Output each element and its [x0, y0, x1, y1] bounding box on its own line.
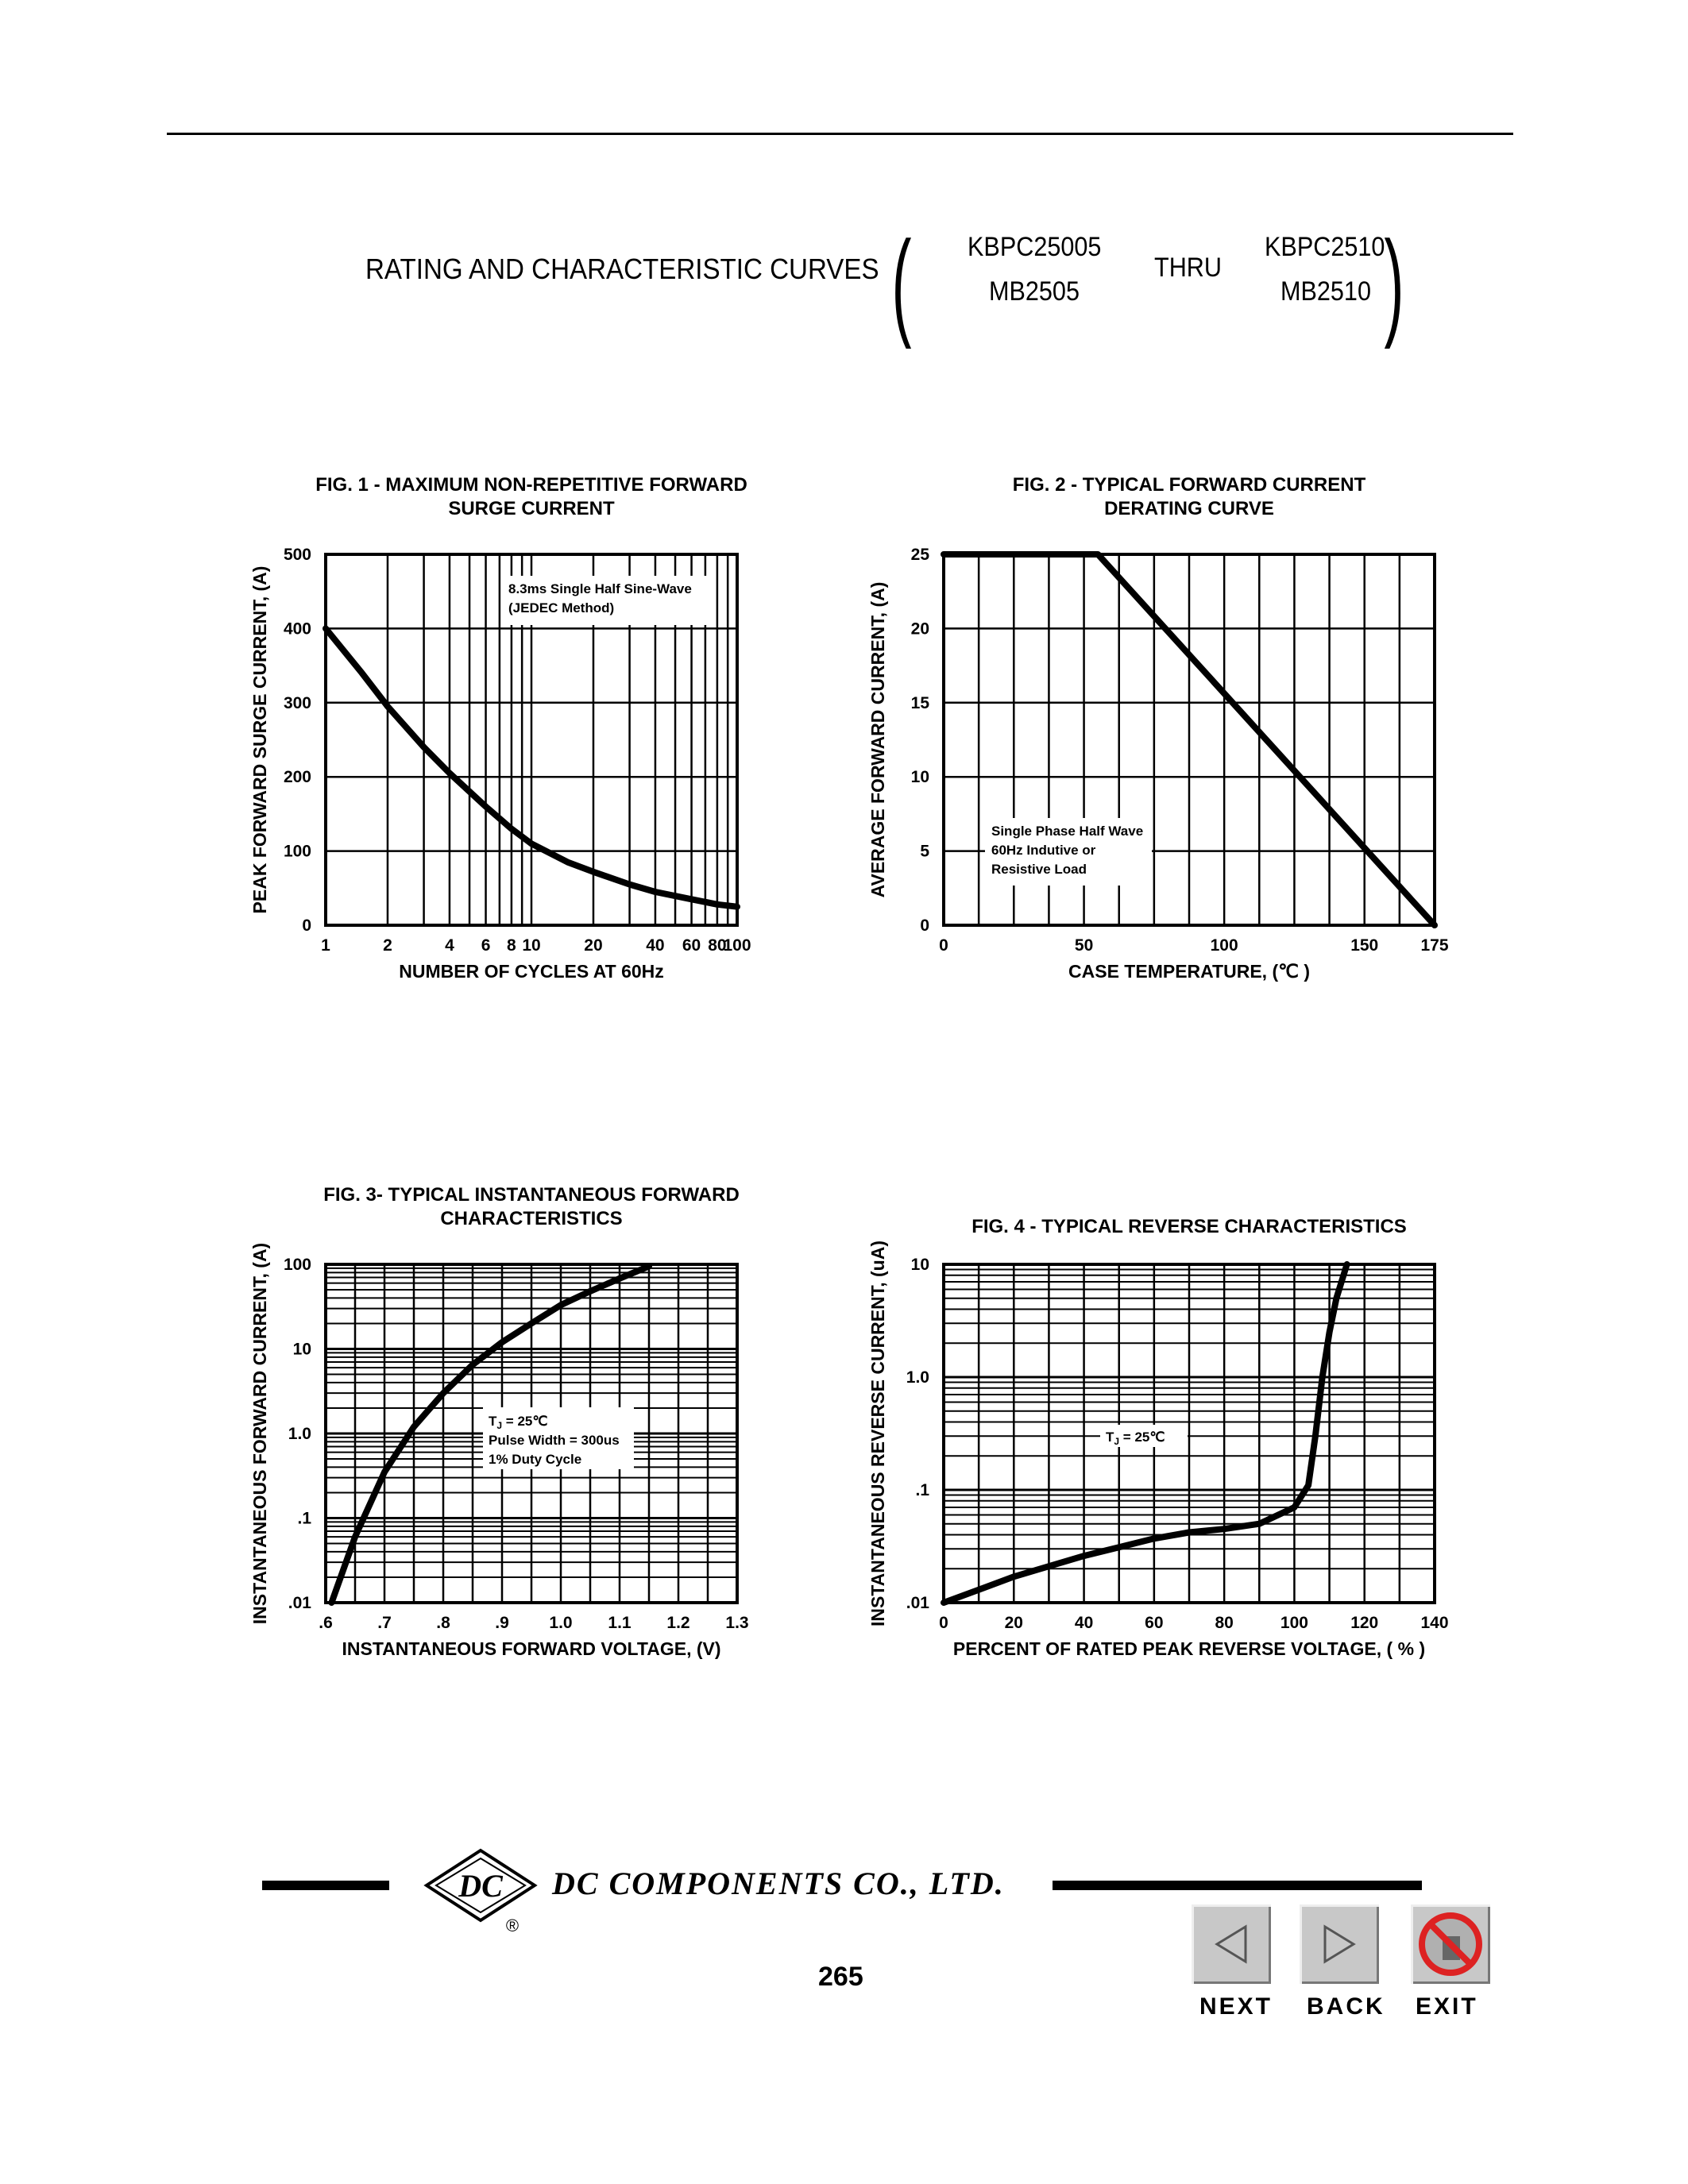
- x-tick-label: .9: [495, 1614, 509, 1632]
- x-tick-label: 0: [939, 1614, 948, 1632]
- y-tick-label: .1: [915, 1481, 929, 1499]
- annotation-text: $T_J$ = 25℃: [489, 1414, 548, 1431]
- x-tick-label: 100: [1280, 1614, 1308, 1632]
- x-tick-label: 4: [445, 936, 454, 955]
- y-tick-label: 10: [292, 1340, 311, 1359]
- x-tick-label: 40: [646, 936, 665, 955]
- triangle-left-icon: [1192, 1904, 1271, 1984]
- annotation-text: Single Phase Half Wave: [991, 824, 1144, 839]
- x-tick-label: 10: [522, 936, 541, 955]
- x-tick-label: 0: [939, 936, 948, 955]
- annotation-text: 8.3ms Single Half Sine-Wave: [508, 581, 692, 596]
- annotation-text: 1% Duty Cycle: [489, 1452, 582, 1467]
- fig4-xlabel: PERCENT OF RATED PEAK REVERSE VOLTAGE, ( % ): [952, 1638, 1426, 1659]
- fig2-xlabel: CASE TEMPERATURE, (℃ ): [1068, 961, 1310, 982]
- y-tick-label: 5: [920, 842, 929, 861]
- back-button[interactable]: [1300, 1904, 1379, 1984]
- fig1-title: FIG. 1 - MAXIMUM NON-REPETITIVE FORWARD: [315, 474, 747, 496]
- x-tick-label: 80: [708, 936, 727, 955]
- x-tick-label: 8: [507, 936, 516, 955]
- back-label: BACK: [1307, 1993, 1385, 2020]
- y-tick-label: 0: [920, 916, 929, 935]
- x-tick-label: 2: [383, 936, 392, 955]
- y-tick-label: 10: [910, 1256, 929, 1274]
- fig3-xlabel: INSTANTANEOUS FORWARD VOLTAGE, (V): [342, 1638, 721, 1659]
- x-tick-label: .8: [436, 1614, 450, 1632]
- x-tick-label: 100: [1210, 936, 1238, 955]
- y-tick-label: 400: [283, 619, 311, 639]
- fig1-ylabel: PEAK FORWARD SURGE CURRENT, (A): [249, 565, 270, 914]
- fig1-title: SURGE CURRENT: [448, 498, 615, 519]
- fig4-ylabel: INSTANTANEOUS REVERSE CURRENT, (uA): [867, 1241, 888, 1626]
- page-title: RATING AND CHARACTERISTIC CURVES: [365, 253, 879, 285]
- y-tick-label: 15: [910, 693, 929, 712]
- x-tick-label: 80: [1215, 1614, 1234, 1632]
- annotation-text: $T_J$ = 25℃: [1106, 1430, 1165, 1447]
- y-tick-label: .01: [288, 1594, 311, 1612]
- part-number-right-top: KBPC2510: [1265, 232, 1385, 262]
- x-tick-label: 1.1: [608, 1614, 632, 1632]
- thru-label: THRU: [1154, 253, 1222, 283]
- page-number: 265: [818, 1962, 863, 1992]
- fig3-ylabel: INSTANTANEOUS FORWARD CURRENT, (A): [249, 1242, 270, 1625]
- x-tick-label: 1.0: [549, 1614, 573, 1632]
- x-tick-label: 60: [682, 936, 701, 955]
- fig2-title: FIG. 2 - TYPICAL FORWARD CURRENT: [1012, 474, 1366, 496]
- next-button[interactable]: [1192, 1904, 1271, 1984]
- x-tick-label: 140: [1420, 1614, 1449, 1632]
- x-tick-label: 40: [1074, 1614, 1094, 1632]
- x-tick-label: .7: [377, 1614, 392, 1632]
- x-tick-label: 175: [1420, 936, 1449, 955]
- part-number-left-bottom: MB2505: [989, 276, 1080, 307]
- company-logo: [417, 1844, 544, 1939]
- x-tick-label: 120: [1350, 1614, 1379, 1632]
- exit-button[interactable]: [1411, 1904, 1490, 1984]
- y-tick-label: 500: [283, 546, 311, 564]
- fig3-title: FIG. 3- TYPICAL INSTANTANEOUS FORWARD: [323, 1184, 740, 1206]
- y-tick-label: 20: [910, 619, 929, 639]
- logo-text: DC: [458, 1868, 503, 1904]
- x-tick-label: 20: [584, 936, 603, 955]
- footer-rule-right: [1053, 1881, 1422, 1890]
- part-number-left-top: KBPC25005: [968, 232, 1102, 262]
- company-name: DC COMPONENTS CO., LTD.: [552, 1866, 1005, 1901]
- annotation-text: (JEDEC Method): [508, 600, 615, 615]
- y-tick-label: 100: [283, 842, 311, 861]
- x-tick-label: 6: [481, 936, 491, 955]
- annotation-text: Pulse Width = 300us: [489, 1433, 620, 1448]
- registered-mark: ®: [505, 1916, 520, 1935]
- left-parenthesis: (: [891, 216, 912, 349]
- fig4-grid: [944, 1264, 1435, 1603]
- annotation-text: 60Hz Indutive or: [991, 843, 1096, 858]
- fig4-title: FIG. 4 - TYPICAL REVERSE CHARACTERISTICS: [971, 1216, 1407, 1237]
- y-tick-label: 200: [283, 768, 311, 787]
- y-tick-label: 10: [910, 768, 929, 787]
- no-entry-icon: [1411, 1904, 1490, 1984]
- fig2-ylabel: AVERAGE FORWARD CURRENT, (A): [867, 581, 888, 898]
- next-label: NEXT: [1199, 1993, 1273, 2020]
- y-tick-label: 1.0: [288, 1425, 311, 1443]
- x-tick-label: .6: [319, 1614, 333, 1632]
- y-tick-label: .1: [297, 1509, 311, 1528]
- exit-label: EXIT: [1416, 1993, 1478, 2020]
- y-tick-label: 1.0: [906, 1368, 929, 1387]
- y-tick-label: 300: [283, 693, 311, 712]
- x-tick-label: 20: [1004, 1614, 1023, 1632]
- annotation-text: Resistive Load: [991, 862, 1087, 877]
- footer-rule-left: [262, 1881, 389, 1890]
- part-number-right-bottom: MB2510: [1280, 276, 1371, 307]
- x-tick-label: 1: [321, 936, 330, 955]
- x-tick-label: 50: [1074, 936, 1094, 955]
- fig1-xlabel: NUMBER OF CYCLES AT 60Hz: [399, 961, 664, 982]
- x-tick-label: 1.3: [725, 1614, 749, 1632]
- triangle-right-icon: [1300, 1904, 1379, 1984]
- x-tick-label: 100: [723, 936, 751, 955]
- x-tick-label: 60: [1145, 1614, 1164, 1632]
- y-tick-label: 25: [910, 546, 929, 564]
- fig3-title: CHARACTERISTICS: [440, 1208, 623, 1229]
- y-tick-label: .01: [906, 1594, 929, 1612]
- y-tick-label: 100: [283, 1256, 311, 1274]
- y-tick-label: 0: [302, 916, 311, 935]
- right-parenthesis: ): [1384, 216, 1404, 349]
- fig2-title: DERATING CURVE: [1104, 498, 1274, 519]
- x-tick-label: 150: [1350, 936, 1379, 955]
- x-tick-label: 1.2: [666, 1614, 690, 1632]
